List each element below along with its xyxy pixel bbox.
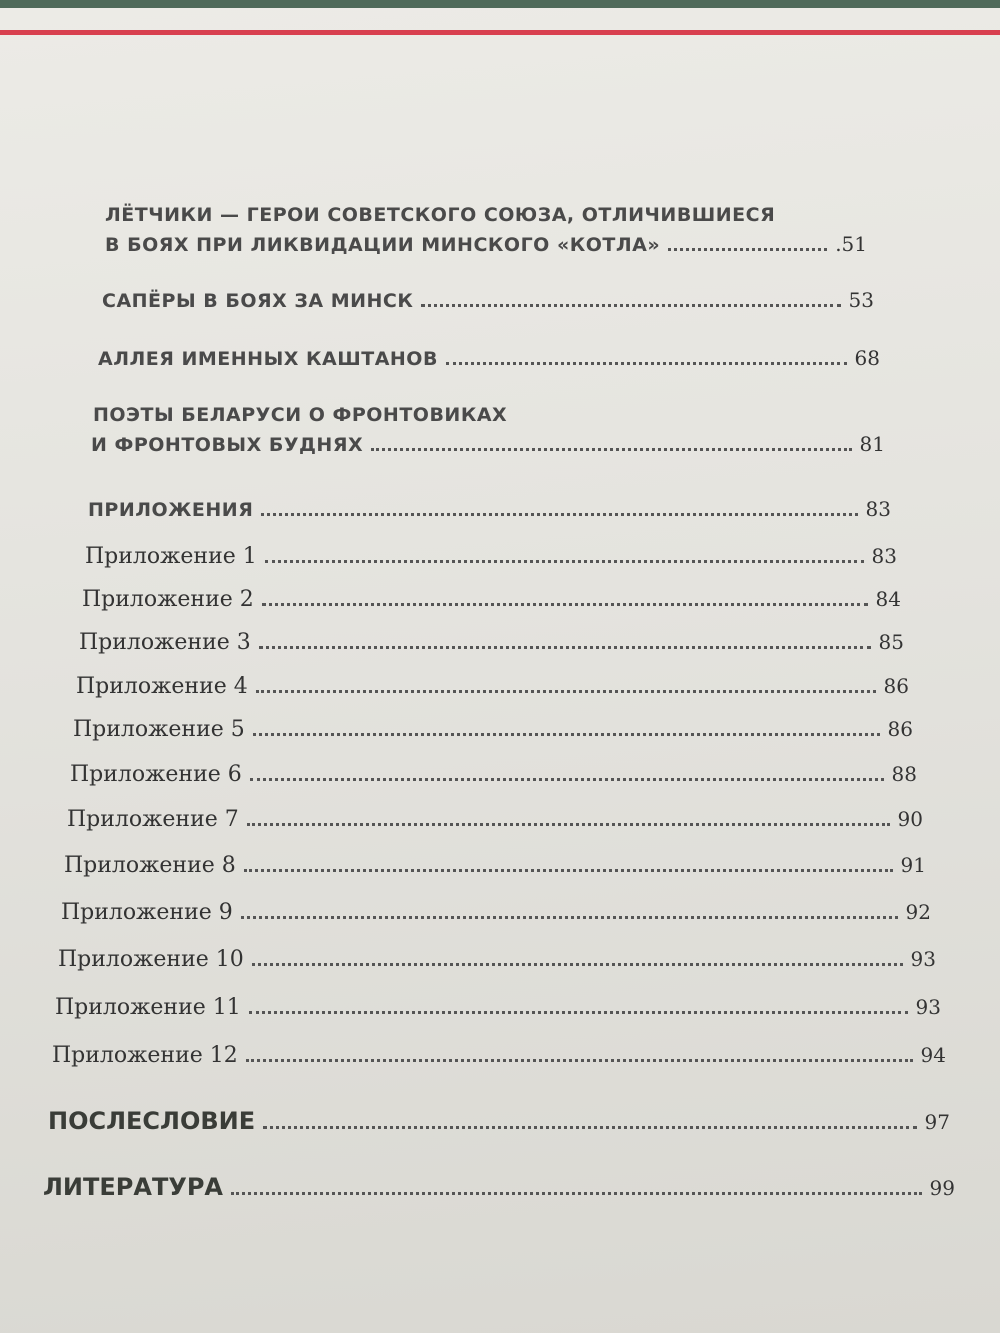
toc-entry-title: Приложение 1 (85, 544, 257, 569)
dot-leader (252, 963, 903, 966)
dot-leader (249, 1011, 908, 1014)
toc-page-number: .51 (835, 232, 867, 256)
toc-page-number: 81 (859, 432, 885, 456)
dot-leader (262, 603, 868, 606)
toc-entry-title: Приложение 6 (70, 762, 242, 787)
toc-entry-title: Приложение 3 (79, 630, 251, 655)
toc-page-number: 92 (905, 900, 931, 924)
toc-entry-title: И ФРОНТОВЫХ БУДНЯХ (91, 434, 364, 456)
toc-page-number: 91 (900, 853, 926, 877)
toc-entry-appendix-2[interactable] (82, 587, 901, 612)
toc-entry-title: САПЁРЫ В БОЯХ ЗА МИНСК (102, 290, 414, 312)
toc-entry-title: Приложение 9 (61, 900, 233, 925)
dot-leader (231, 1192, 922, 1195)
toc-page-number: 86 (883, 674, 909, 698)
toc-entry-appendix-5[interactable] (73, 717, 913, 742)
toc-page-number: 90 (897, 807, 923, 831)
toc-heading-line-pilots: ЛЁТЧИКИ — ГЕРОИ СОВЕТСКОГО СОЮЗА, ОТЛИЧИВШИЕСЯ (105, 204, 776, 226)
toc-page-number: 84 (875, 587, 901, 611)
toc-entry-appendix-3[interactable] (79, 630, 904, 655)
toc-entry-appendix-9[interactable] (61, 900, 931, 925)
toc-page-number: 94 (920, 1043, 946, 1067)
toc-entry-appendices[interactable] (88, 497, 891, 521)
toc-entry-chestnut-alley[interactable] (98, 346, 880, 370)
toc-page-number: 93 (915, 995, 941, 1019)
toc-entry-appendix-10[interactable] (58, 947, 936, 972)
toc-entry-appendix-11[interactable] (55, 995, 941, 1020)
toc-entry-appendix-8[interactable] (64, 853, 926, 878)
dot-leader (668, 248, 827, 251)
toc-entry-title: Приложение 11 (55, 995, 241, 1020)
toc-entry-sappers[interactable] (102, 288, 874, 312)
toc-page-number: 97 (924, 1110, 950, 1134)
toc-entry-title: Приложение 7 (67, 807, 239, 832)
toc-entry-title: В БОЯХ ПРИ ЛИКВИДАЦИИ МИНСКОГО «КОТЛА» (105, 234, 661, 256)
toc-entry-title: Приложение 8 (64, 853, 236, 878)
toc-entry-title: Приложение 10 (58, 947, 244, 972)
toc-page-number: 99 (929, 1176, 955, 1200)
dot-leader (250, 778, 884, 781)
dot-leader (263, 1126, 916, 1129)
dot-leader (265, 560, 864, 563)
toc-entry-appendix-7[interactable] (67, 807, 923, 832)
dot-leader (247, 823, 890, 826)
toc-entry-appendix-4[interactable] (76, 674, 909, 699)
toc-page-number: 83 (865, 497, 891, 521)
dot-leader (371, 448, 851, 451)
toc-entry-title: ПОСЛЕСЛОВИЕ (48, 1107, 256, 1135)
dot-leader (244, 869, 893, 872)
toc-entry-title: Приложение 2 (82, 587, 254, 612)
toc-entry-appendix-12[interactable] (52, 1043, 946, 1068)
toc-entry-title: Приложение 5 (73, 717, 245, 742)
toc-page-number: 86 (887, 717, 913, 741)
toc-entry-appendix-1[interactable] (85, 544, 897, 569)
toc-entry-afterword[interactable] (48, 1107, 950, 1135)
toc-heading-line-poets: ПОЭТЫ БЕЛАРУСИ О ФРОНТОВИКАХ (93, 404, 508, 426)
dot-leader (261, 513, 857, 516)
toc-page-number: 83 (871, 544, 897, 568)
dot-leader (256, 690, 876, 693)
toc-page-number: 53 (848, 288, 874, 312)
toc-entry-pilots[interactable] (105, 232, 867, 256)
dot-leader (446, 362, 847, 365)
toc-entry-title: Приложение 4 (76, 674, 248, 699)
dot-leader (253, 733, 880, 736)
toc-entry-literature[interactable] (43, 1173, 955, 1201)
toc-entry-title: ЛИТЕРАТУРА (43, 1173, 223, 1201)
toc-entry-title: АЛЛЕЯ ИМЕННЫХ КАШТАНОВ (98, 348, 438, 370)
dot-leader (246, 1059, 913, 1062)
dot-leader (241, 916, 898, 919)
toc-entry-appendix-6[interactable] (70, 762, 917, 787)
dot-leader (259, 646, 871, 649)
toc-entry-poets[interactable] (91, 432, 885, 456)
toc-entry-title: ПРИЛОЖЕНИЯ (88, 499, 254, 521)
dot-leader (421, 304, 840, 307)
toc-page-number: 68 (854, 346, 880, 370)
toc-page-number: 88 (891, 762, 917, 786)
toc-page-number: 85 (878, 630, 904, 654)
toc-page-number: 93 (910, 947, 936, 971)
toc-entry-title: Приложение 12 (52, 1043, 238, 1068)
